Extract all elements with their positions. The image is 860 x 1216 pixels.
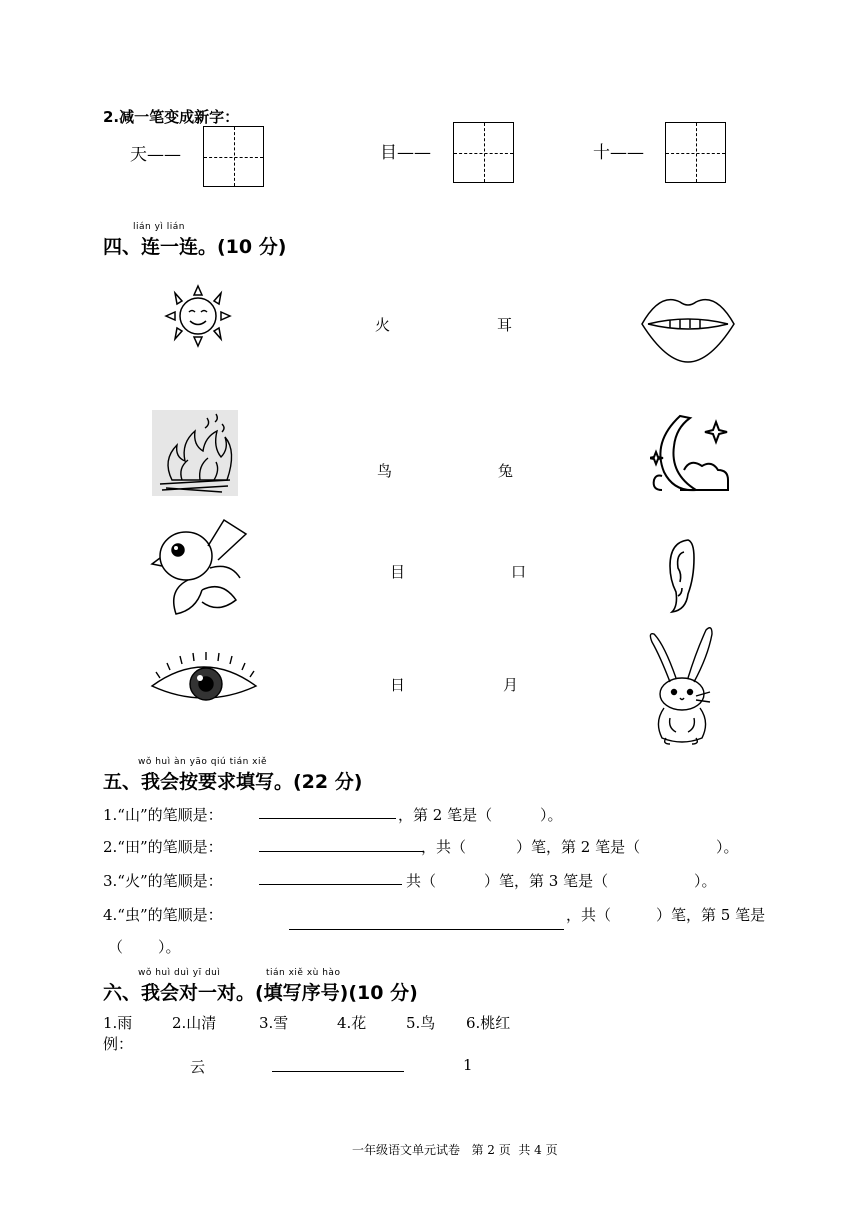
sec5-q2-label: 2.“田”的笔顺是：: [103, 838, 223, 856]
option-1: 1.雨: [103, 1014, 133, 1032]
sec4-title: 四、连一连。(10 分): [103, 236, 287, 258]
sec5-q1-label: 1.“山”的笔顺是：: [103, 806, 223, 824]
sec5-q3-end: ）。: [694, 872, 717, 890]
example-answer: 1: [463, 1056, 473, 1074]
sec5-q2-end: ）。: [716, 838, 739, 856]
char-right-4[interactable]: 月: [503, 676, 519, 694]
sec3-q2-title: 2.减一笔变成新字：: [103, 108, 240, 126]
sec5-q4-end: ）。: [158, 938, 181, 956]
char-left-4[interactable]: 日: [390, 676, 406, 694]
q3-answer-line[interactable]: [259, 884, 402, 885]
q1-answer-line[interactable]: [259, 818, 396, 819]
mouth-icon[interactable]: [640, 288, 736, 368]
sec5-q3-label: 3.“火”的笔顺是：: [103, 872, 223, 890]
fire-icon[interactable]: [152, 410, 238, 496]
writing-grid-3[interactable]: [665, 122, 726, 183]
sec5-q4-label: 4.“虫”的笔顺是：: [103, 906, 223, 924]
sec6-pinyin-b: tián xiě xù hào: [266, 968, 341, 978]
option-5: 5.鸟: [406, 1014, 436, 1032]
page-footer: 一年级语文单元试卷 第 2 页 共 4 页: [352, 1143, 558, 1157]
stroke-item-1: 天——: [130, 145, 181, 165]
ear-icon[interactable]: [666, 538, 696, 614]
moon-icon[interactable]: [650, 412, 730, 496]
sec5-q2-mid: ，共（: [421, 838, 467, 856]
sec5-q4-open: （: [108, 938, 124, 956]
sec6-title: 六、我会对一对。(填写序号)(10 分): [103, 982, 418, 1004]
char-left-2[interactable]: 鸟: [377, 462, 393, 480]
sec5-q1-mid: ，第 2 笔是（: [398, 806, 493, 824]
q2-answer-line[interactable]: [259, 851, 424, 852]
option-2: 2.山清: [172, 1014, 217, 1032]
option-6: 6.桃红: [466, 1014, 511, 1032]
writing-grid-2[interactable]: [453, 122, 514, 183]
sun-icon[interactable]: [158, 280, 238, 352]
sec5-q3-mid2: ）笔，第 3 笔是（: [484, 872, 609, 890]
example-label: 例：: [103, 1035, 134, 1053]
sec5-title: 五、我会按要求填写。(22 分): [103, 771, 363, 793]
stroke-item-3: 十——: [593, 143, 644, 163]
example-word: 云: [190, 1058, 206, 1076]
sec5-q4-mid: ，共（: [566, 906, 612, 924]
sec5-q2-mid2: ）笔，第 2 笔是（: [516, 838, 641, 856]
writing-grid-1[interactable]: [203, 126, 264, 187]
char-left-1[interactable]: 火: [375, 316, 391, 334]
char-left-3[interactable]: 目: [390, 563, 406, 581]
char-right-1[interactable]: 耳: [497, 316, 513, 334]
char-right-2[interactable]: 兔: [498, 462, 514, 480]
sec5-q3-mid: 共（: [406, 872, 437, 890]
rabbit-icon[interactable]: [640, 622, 724, 746]
sec5-pinyin: wǒ huì àn yāo qiú tián xiě: [138, 757, 268, 767]
q4-answer-line[interactable]: [289, 929, 564, 930]
sec5-q4-mid2: ）笔，第 5 笔是: [656, 906, 766, 924]
example-line: [272, 1071, 404, 1072]
option-3: 3.雪: [259, 1014, 289, 1032]
sec5-q1-end: ）。: [540, 806, 563, 824]
option-4: 4.花: [337, 1014, 367, 1032]
sec4-pinyin: lián yì lián: [133, 222, 185, 232]
bird-icon[interactable]: [148, 516, 248, 616]
stroke-item-2: 目——: [380, 143, 431, 163]
sec6-pinyin-a: wǒ huì duì yī duì: [138, 968, 221, 978]
eye-icon[interactable]: [148, 652, 260, 712]
char-right-3[interactable]: 口: [511, 563, 527, 581]
